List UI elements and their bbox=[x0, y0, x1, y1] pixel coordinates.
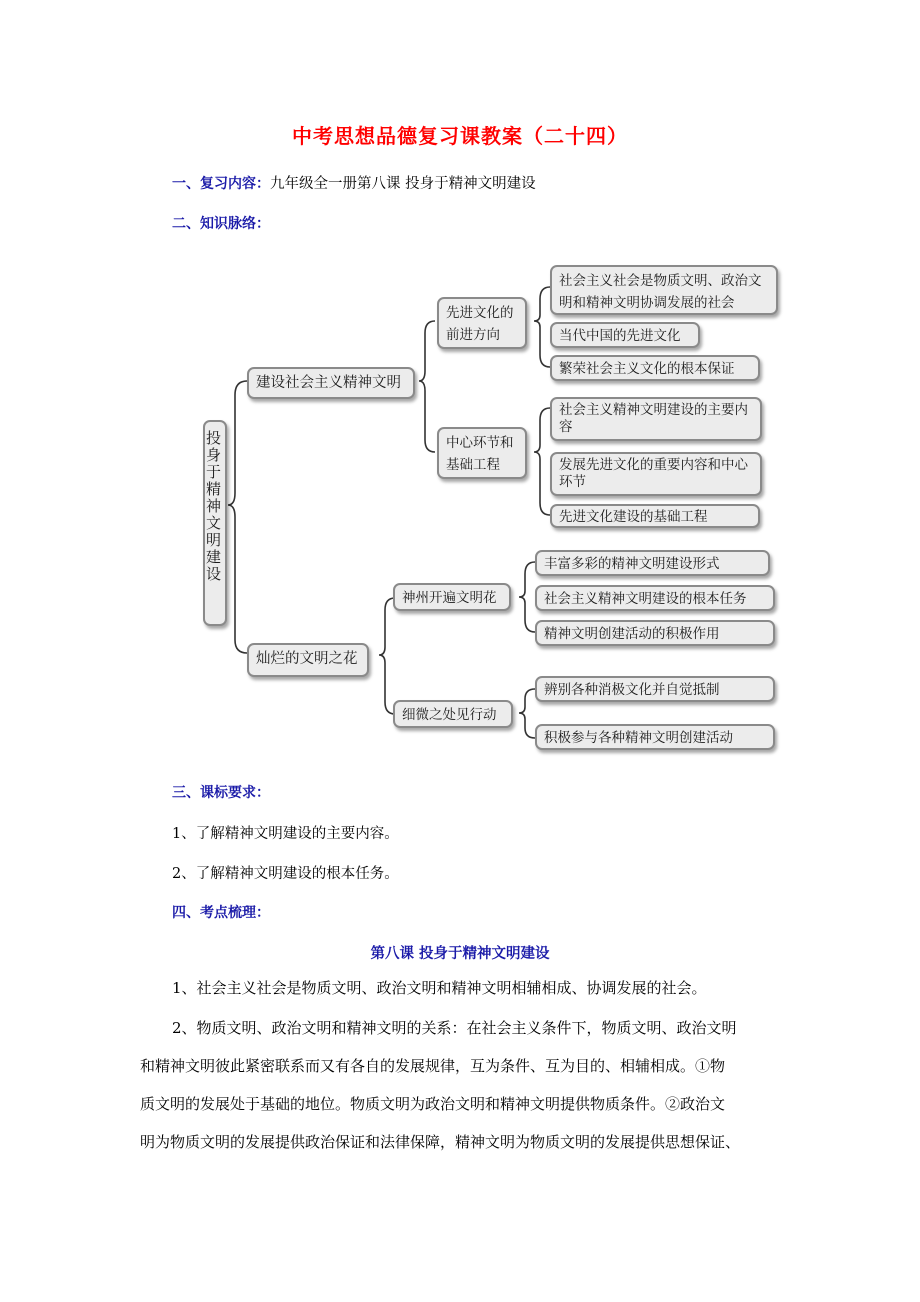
page-title: 中考思想品德复习课教案（二十四） bbox=[292, 124, 628, 148]
sub-advanced-culture-direction: 先进文化的前进方向 bbox=[437, 297, 527, 349]
exam-point-2-line-4: 明为物质文明的发展提供政治保证和法律保障，精神文明为物质文明的发展提供思想保证、 bbox=[140, 1133, 741, 1151]
exam-point-2 bbox=[140, 1016, 790, 1168]
knowledge-context-heading: 二、知识脉络： bbox=[172, 216, 270, 232]
b1s2-brace bbox=[534, 408, 550, 515]
requirement-item-1: 1、了解精神文明建设的主要内容。 bbox=[172, 826, 399, 842]
item-b1s1-1: 社会主义社会是物质文明、政治文明和精神文明协调发展的社会 bbox=[550, 265, 778, 315]
sub-central-link-basic-project: 中心环节和基础工程 bbox=[437, 427, 527, 479]
exam-point-1: 1、社会主义社会是物质文明、政治文明和精神文明相辅相成、协调发展的社会。 bbox=[172, 979, 707, 997]
sub-civilization-flowers-everywhere: 神州开遍文明花 bbox=[393, 583, 511, 611]
curriculum-requirements-heading: 三、课标要求： bbox=[172, 785, 270, 801]
b2s1-brace bbox=[519, 562, 535, 632]
knowledge-mindmap bbox=[195, 255, 785, 765]
item-b1s1-2: 当代中国的先进文化 bbox=[550, 322, 700, 348]
branch2-brace bbox=[379, 598, 395, 714]
exam-point-2-line-3: 质文明的发展处于基础的地位。物质文明为政治文明和精神文明提供物质条件。②政治文 bbox=[140, 1095, 726, 1113]
item-b2s1-1: 丰富多彩的精神文明建设形式 bbox=[535, 550, 770, 576]
item-b2s2-1: 辨别各种消极文化并自觉抵制 bbox=[535, 676, 775, 702]
review-content-row bbox=[172, 172, 536, 193]
item-b2s2-2: 积极参与各种精神文明创建活动 bbox=[535, 724, 775, 750]
exam-point-2-line-2: 和精神文明彼此紧密联系而又有各自的发展规律，互为条件、互为目的、相辅相成。①物 bbox=[140, 1057, 726, 1075]
branch-build-socialist-spiritual-civilization: 建设社会主义精神文明 bbox=[247, 367, 415, 399]
root-brace bbox=[228, 381, 247, 653]
item-b1s2-3: 先进文化建设的基础工程 bbox=[550, 504, 760, 528]
sub-action-in-details: 细微之处见行动 bbox=[393, 700, 513, 728]
item-b1s2-2: 发展先进文化的重要内容和中心环节 bbox=[550, 452, 762, 496]
b2s2-brace bbox=[519, 689, 535, 738]
item-b2s1-2: 社会主义精神文明建设的根本任务 bbox=[535, 585, 775, 611]
b1s1-brace bbox=[534, 287, 550, 367]
exam-points-heading: 四、考点梳理： bbox=[172, 905, 270, 921]
item-b1s1-3: 繁荣社会主义文化的根本保证 bbox=[550, 355, 760, 381]
exam-point-2-line-1: 2、物质文明、政治文明和精神文明的关系：在社会主义条件下，物质文明、政治文明 bbox=[172, 1019, 737, 1037]
mindmap-root: 投身于精神文明建设 bbox=[203, 420, 227, 626]
branch-brilliant-flowers-of-civilization: 灿烂的文明之花 bbox=[247, 643, 369, 677]
branch1-brace bbox=[419, 321, 435, 452]
item-b1s2-1: 社会主义精神文明建设的主要内容 bbox=[550, 397, 762, 441]
review-content-text: 九年级全一册第八课 投身于精神文明建设 bbox=[270, 176, 536, 192]
requirement-item-2: 2、了解精神文明建设的根本任务。 bbox=[172, 866, 399, 882]
review-content-label: 一、复习内容： bbox=[172, 176, 270, 192]
lesson-subtitle: 第八课 投身于精神文明建设 bbox=[370, 946, 550, 962]
item-b2s1-3: 精神文明创建活动的积极作用 bbox=[535, 620, 775, 646]
